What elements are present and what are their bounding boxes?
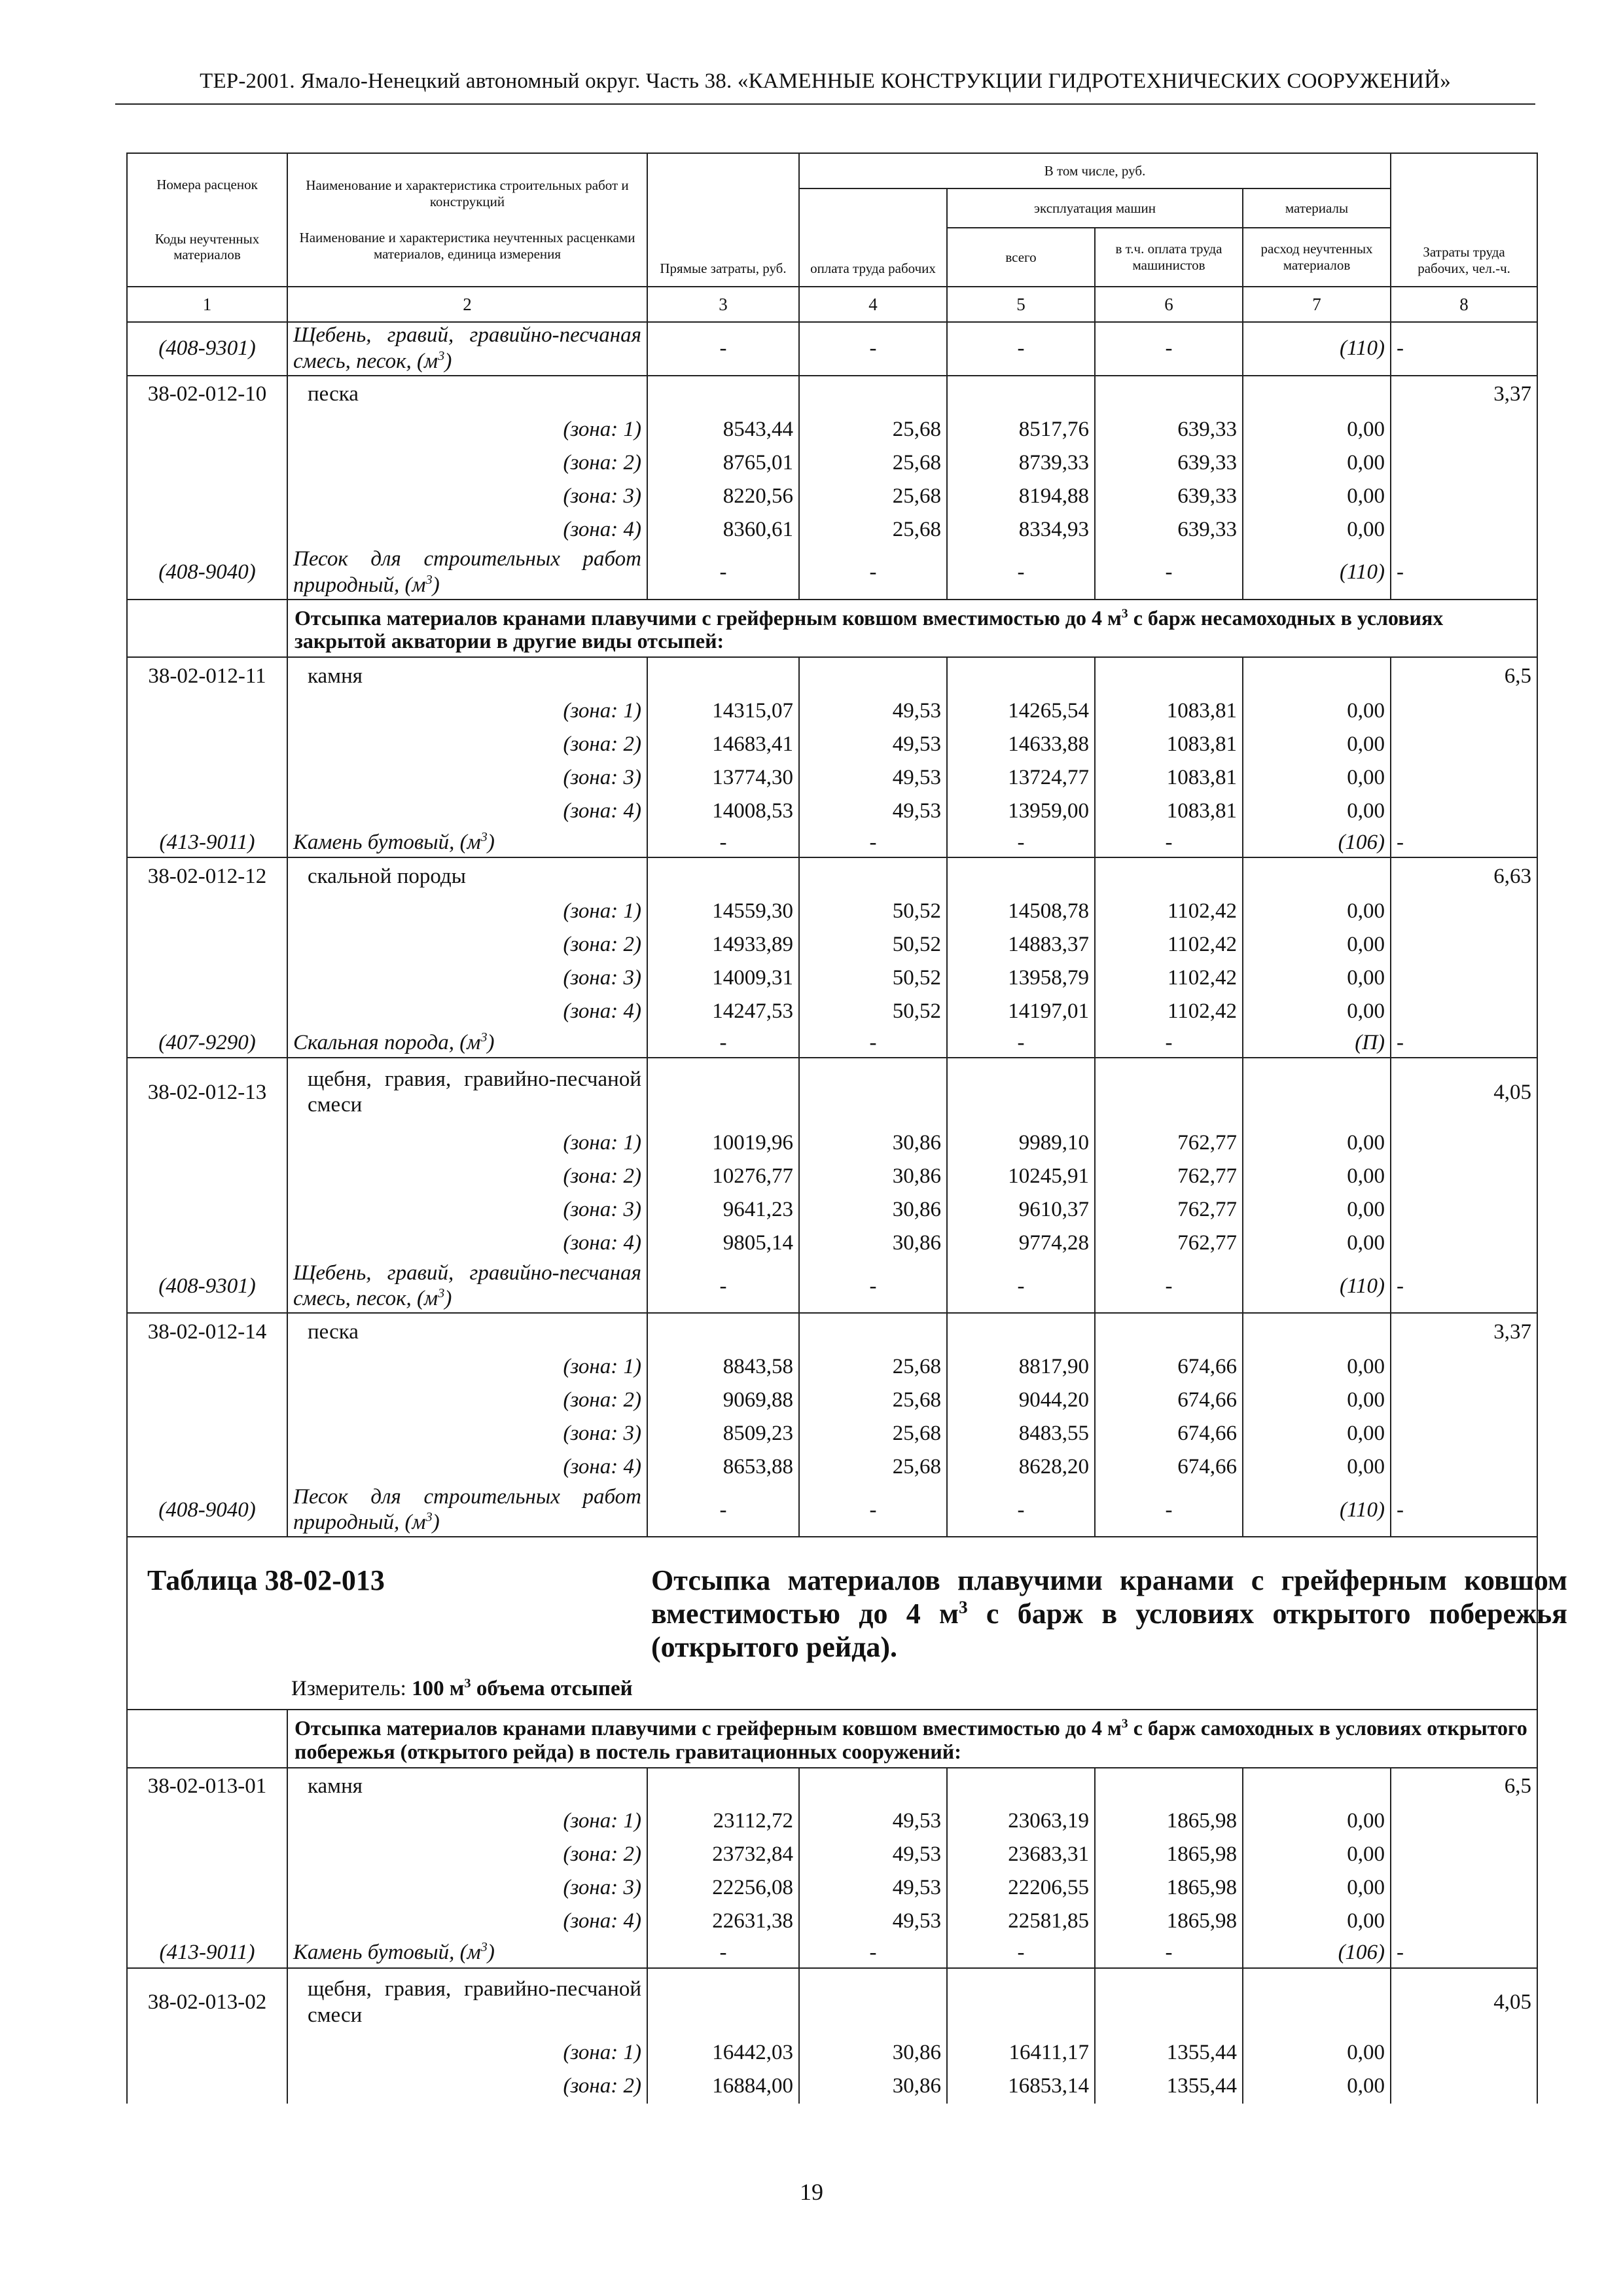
cost-value: 50,52 bbox=[799, 995, 947, 1028]
cost-value: 8220,56 bbox=[647, 480, 799, 513]
cost-value: 25,68 bbox=[799, 413, 947, 446]
cost-value: 674,66 bbox=[1095, 1350, 1243, 1384]
cost-value: 13958,79 bbox=[947, 961, 1095, 995]
zone-label: (зона: 3) bbox=[287, 480, 647, 513]
rate-name: щебня, гравия, гравийно-песчаной смеси bbox=[287, 1968, 647, 2037]
cost-value: 674,66 bbox=[1095, 1450, 1243, 1484]
cost-value: 25,68 bbox=[799, 1417, 947, 1450]
material-code: (408-9040) bbox=[127, 1484, 287, 1537]
rate-row bbox=[127, 1768, 1537, 1805]
material-qty: (106) bbox=[1243, 828, 1391, 857]
cost-value: 8360,61 bbox=[647, 513, 799, 547]
cost-value: 49,53 bbox=[799, 1872, 947, 1905]
measure-unit: Измеритель: 100 $м^3$ объема отсыпей bbox=[291, 1676, 633, 1701]
zone-row bbox=[127, 961, 1537, 995]
cost-value: 22206,55 bbox=[947, 1872, 1095, 1905]
zone-row bbox=[127, 928, 1537, 961]
labor-cost: 6,63 bbox=[1391, 857, 1537, 895]
cost-value: 1083,81 bbox=[1095, 795, 1243, 828]
cost-value: 639,33 bbox=[1095, 446, 1243, 480]
col-header-group: В том числе, руб. bbox=[799, 153, 1391, 188]
cost-value: 674,66 bbox=[1095, 1417, 1243, 1450]
section-heading-row bbox=[127, 600, 1537, 657]
rates-table-wrapper bbox=[126, 152, 1567, 2104]
cost-value: 23063,19 bbox=[947, 1805, 1095, 1839]
cost-value: 639,33 bbox=[1095, 480, 1243, 513]
col-header-machinists-wages: в т.ч. оплата труда машинистов bbox=[1095, 228, 1243, 287]
zone-row bbox=[127, 1227, 1537, 1260]
cost-value: 1083,81 bbox=[1095, 728, 1243, 761]
material-code: (407-9290) bbox=[127, 1028, 287, 1058]
material-row: (413-9011) Камень бутовый, $(м^3)$ - - - - (106) - bbox=[127, 828, 1537, 857]
rate-name: камня bbox=[287, 657, 647, 694]
cost-value: 49,53 bbox=[799, 795, 947, 828]
cost-value: 14559,30 bbox=[647, 895, 799, 928]
cost-value: 0,00 bbox=[1243, 728, 1391, 761]
cost-value: 23112,72 bbox=[647, 1805, 799, 1839]
cost-value: 1102,42 bbox=[1095, 895, 1243, 928]
cost-value: 8843,58 bbox=[647, 1350, 799, 1384]
cost-value: 23683,31 bbox=[947, 1839, 1095, 1872]
zone-row bbox=[127, 1839, 1537, 1872]
cost-value: 16884,00 bbox=[647, 2070, 799, 2104]
zone-label: (зона: 2) bbox=[287, 2070, 647, 2104]
cost-value: 1865,98 bbox=[1095, 1905, 1243, 1939]
cost-value: 13774,30 bbox=[647, 761, 799, 795]
zone-label: (зона: 4) bbox=[287, 513, 647, 547]
zone-label: (зона: 2) bbox=[287, 1839, 647, 1872]
cost-value: 9805,14 bbox=[647, 1227, 799, 1260]
material-code: (408-9040) bbox=[127, 547, 287, 600]
zone-label: (зона: 4) bbox=[287, 795, 647, 828]
cost-value: 30,86 bbox=[799, 2070, 947, 2104]
col-header-machines: эксплуатация машин bbox=[947, 188, 1243, 228]
labor-cost: 6,5 bbox=[1391, 657, 1537, 694]
zone-row bbox=[127, 446, 1537, 480]
material-code: (413-9011) bbox=[127, 828, 287, 857]
material-qty: (106) bbox=[1243, 1939, 1391, 1968]
zone-row bbox=[127, 795, 1537, 828]
cost-value: 50,52 bbox=[799, 895, 947, 928]
cost-value: 639,33 bbox=[1095, 513, 1243, 547]
cost-value: 1083,81 bbox=[1095, 694, 1243, 728]
cost-value: 25,68 bbox=[799, 446, 947, 480]
cost-value: 25,68 bbox=[799, 1450, 947, 1484]
cost-value: 0,00 bbox=[1243, 1417, 1391, 1450]
material-qty: (110) bbox=[1243, 547, 1391, 600]
material-code: (413-9011) bbox=[127, 1939, 287, 1968]
cost-value: 9989,10 bbox=[947, 1126, 1095, 1160]
cost-value: 9774,28 bbox=[947, 1227, 1095, 1260]
table-label: Таблица 38-02-013 bbox=[147, 1564, 385, 1597]
cost-value: 8628,20 bbox=[947, 1450, 1095, 1484]
col-header-direct-costs: Прямые затраты, руб. bbox=[647, 153, 799, 287]
rate-name: скальной породы bbox=[287, 857, 647, 895]
cost-value: 14247,53 bbox=[647, 995, 799, 1028]
zone-label: (зона: 1) bbox=[287, 694, 647, 728]
labor-cost: 6,5 bbox=[1391, 1768, 1537, 1805]
cost-value: 16853,14 bbox=[947, 2070, 1095, 2104]
col-header-material-consumption: расход неучтенных материалов bbox=[1243, 228, 1391, 287]
cost-value: 762,77 bbox=[1095, 1126, 1243, 1160]
zone-row bbox=[127, 1126, 1537, 1160]
zone-label: (зона: 1) bbox=[287, 1805, 647, 1839]
material-name: Песок для строительных работ природный, $(м^3)$ bbox=[287, 1484, 647, 1537]
running-header: ТЕР-2001. Ямало-Ненецкий автономный округ. Часть 38. «КАМЕННЫЕ КОНСТРУКЦИИ ГИДРОТЕХНИЧЕСКИХ СООРУЖЕНИЙ» bbox=[200, 69, 1451, 93]
cost-value: 0,00 bbox=[1243, 795, 1391, 828]
cost-value: 639,33 bbox=[1095, 413, 1243, 446]
cost-value: 8543,44 bbox=[647, 413, 799, 446]
zone-label: (зона: 3) bbox=[287, 1193, 647, 1227]
zone-label: (зона: 4) bbox=[287, 1450, 647, 1484]
zone-label: (зона: 2) bbox=[287, 728, 647, 761]
rate-row bbox=[127, 857, 1537, 895]
zone-row bbox=[127, 761, 1537, 795]
labor-cost: 3,37 bbox=[1391, 1313, 1537, 1350]
cost-value: 0,00 bbox=[1243, 2070, 1391, 2104]
cost-value: 8517,76 bbox=[947, 413, 1095, 446]
zone-label: (зона: 2) bbox=[287, 1160, 647, 1193]
zone-label: (зона: 3) bbox=[287, 761, 647, 795]
cost-value: 49,53 bbox=[799, 694, 947, 728]
labor-cost: 3,37 bbox=[1391, 376, 1537, 413]
cost-value: 1102,42 bbox=[1095, 995, 1243, 1028]
zone-label: (зона: 3) bbox=[287, 961, 647, 995]
zone-row bbox=[127, 995, 1537, 1028]
cost-value: 1355,44 bbox=[1095, 2070, 1243, 2104]
zone-row bbox=[127, 480, 1537, 513]
cost-value: 0,00 bbox=[1243, 413, 1391, 446]
material-qty: (П) bbox=[1243, 1028, 1391, 1058]
cost-value: 49,53 bbox=[799, 1905, 947, 1939]
material-row: (408-9040) Песок для строительных работ природный, $(м^3)$ - - - - (110) - bbox=[127, 1484, 1537, 1537]
labor-cost: 4,05 bbox=[1391, 1058, 1537, 1126]
rate-row bbox=[127, 1968, 1537, 2037]
cost-value: 8653,88 bbox=[647, 1450, 799, 1484]
zone-row bbox=[127, 413, 1537, 446]
cost-value: 30,86 bbox=[799, 1193, 947, 1227]
rate-row bbox=[127, 657, 1537, 694]
cost-value: 14008,53 bbox=[647, 795, 799, 828]
material-name: Скальная порода, $(м^3)$ bbox=[287, 1028, 647, 1058]
cost-value: 0,00 bbox=[1243, 1872, 1391, 1905]
cost-value: 8509,23 bbox=[647, 1417, 799, 1450]
col-header-materials: материалы bbox=[1243, 188, 1391, 228]
zone-label: (зона: 1) bbox=[287, 413, 647, 446]
cost-value: 8765,01 bbox=[647, 446, 799, 480]
zone-row bbox=[127, 513, 1537, 547]
zone-label: (зона: 1) bbox=[287, 895, 647, 928]
material-row: (407-9290) Скальная порода, $(м^3)$ - - - - (П) - bbox=[127, 1028, 1537, 1058]
cost-value: 16411,17 bbox=[947, 2037, 1095, 2070]
cost-value: 8739,33 bbox=[947, 446, 1095, 480]
zone-label: (зона: 3) bbox=[287, 1417, 647, 1450]
cost-value: 30,86 bbox=[799, 1126, 947, 1160]
cost-value: 0,00 bbox=[1243, 1126, 1391, 1160]
material-name: Песок для строительных работ природный, $(м^3)$ bbox=[287, 547, 647, 600]
zone-row bbox=[127, 1805, 1537, 1839]
cost-value: 0,00 bbox=[1243, 1350, 1391, 1384]
cost-value: 16442,03 bbox=[647, 2037, 799, 2070]
cost-value: 0,00 bbox=[1243, 1160, 1391, 1193]
cost-value: 49,53 bbox=[799, 1805, 947, 1839]
zone-row bbox=[127, 728, 1537, 761]
material-qty: (110) bbox=[1243, 1484, 1391, 1537]
material-row: (408-9301) Щебень, гравий, гравийно-песчаная смесь, песок, $(м^3)$ - - - - (110) - bbox=[127, 1260, 1537, 1313]
material-qty: (110) bbox=[1243, 1260, 1391, 1313]
cost-value: 1083,81 bbox=[1095, 761, 1243, 795]
cost-value: 22631,38 bbox=[647, 1905, 799, 1939]
rate-code: 38-02-013-01 bbox=[127, 1768, 287, 1805]
zone-label: (зона: 1) bbox=[287, 1126, 647, 1160]
cost-value: 30,86 bbox=[799, 2037, 947, 2070]
cost-value: 1102,42 bbox=[1095, 928, 1243, 961]
zone-label: (зона: 2) bbox=[287, 928, 647, 961]
zone-label: (зона: 1) bbox=[287, 2037, 647, 2070]
cost-value: 49,53 bbox=[799, 728, 947, 761]
zone-label: (зона: 4) bbox=[287, 1905, 647, 1939]
cost-value: 674,66 bbox=[1095, 1384, 1243, 1417]
cost-value: 0,00 bbox=[1243, 1227, 1391, 1260]
cost-value: 10245,91 bbox=[947, 1160, 1095, 1193]
col-header-machines-total: всего bbox=[947, 228, 1095, 287]
col-header-labor: Затраты труда рабочих, чел.-ч. bbox=[1391, 153, 1537, 287]
rate-code: 38-02-012-10 bbox=[127, 376, 287, 413]
cost-value: 23732,84 bbox=[647, 1839, 799, 1872]
zone-row bbox=[127, 1450, 1537, 1484]
cost-value: 14197,01 bbox=[947, 995, 1095, 1028]
rates-table bbox=[126, 152, 1567, 2104]
cost-value: 22256,08 bbox=[647, 1872, 799, 1905]
zone-label: (зона: 3) bbox=[287, 1872, 647, 1905]
cost-value: 0,00 bbox=[1243, 895, 1391, 928]
cost-value: 0,00 bbox=[1243, 513, 1391, 547]
cost-value: 49,53 bbox=[799, 1839, 947, 1872]
rate-row bbox=[127, 1313, 1537, 1350]
rate-code: 38-02-012-12 bbox=[127, 857, 287, 895]
cost-value: 1865,98 bbox=[1095, 1872, 1243, 1905]
cost-value: 14683,41 bbox=[647, 728, 799, 761]
cost-value: 0,00 bbox=[1243, 995, 1391, 1028]
cost-value: 14508,78 bbox=[947, 895, 1095, 928]
zone-label: (зона: 1) bbox=[287, 1350, 647, 1384]
rate-name: камня bbox=[287, 1768, 647, 1805]
cost-value: 14933,89 bbox=[647, 928, 799, 961]
cost-value: 9044,20 bbox=[947, 1384, 1095, 1417]
zone-row bbox=[127, 1160, 1537, 1193]
labor-cost: 4,05 bbox=[1391, 1968, 1537, 2037]
cost-value: 25,68 bbox=[799, 513, 947, 547]
cost-value: 0,00 bbox=[1243, 446, 1391, 480]
section-heading: Отсыпка материалов кранами плавучими с грейферным ковшом вместимостью до 4 $м^3$ с барж несамоходных в условиях закрытой акватории в другие виды отсыпей: bbox=[287, 600, 1537, 657]
zone-label: (зона: 2) bbox=[287, 1384, 647, 1417]
rate-name: песка bbox=[287, 376, 647, 413]
material-row: (408-9301) Щебень, гравий, гравийно-песчаная смесь, песок, $(м^3)$ - - - - (110) - bbox=[127, 322, 1537, 376]
rate-row bbox=[127, 1058, 1537, 1126]
zone-row bbox=[127, 1384, 1537, 1417]
cost-value: 1865,98 bbox=[1095, 1805, 1243, 1839]
section-heading: Отсыпка материалов кранами плавучими с грейферным ковшом вместимостью до 4 $м^3$ с барж самоходных в условиях открытого побережья (открытого рейда) в постель гравитационных сооружений: bbox=[287, 1710, 1537, 1767]
material-row: (408-9040) Песок для строительных работ природный, $(м^3)$ - - - - (110) - bbox=[127, 547, 1537, 600]
page-number: 19 bbox=[800, 2179, 823, 2205]
cost-value: 0,00 bbox=[1243, 1450, 1391, 1484]
rate-code: 38-02-012-14 bbox=[127, 1313, 287, 1350]
cost-value: 9641,23 bbox=[647, 1193, 799, 1227]
cost-value: 8483,55 bbox=[947, 1417, 1095, 1450]
cost-value: 0,00 bbox=[1243, 2037, 1391, 2070]
cost-value: 0,00 bbox=[1243, 1193, 1391, 1227]
cost-value: 14883,37 bbox=[947, 928, 1095, 961]
cost-value: 0,00 bbox=[1243, 1839, 1391, 1872]
col-header-wages: оплата труда рабочих bbox=[799, 188, 947, 287]
cost-value: 13724,77 bbox=[947, 761, 1095, 795]
col-header-names: Наименование и характеристика строительных работ и конструкций Наименование и характеристика неучтенных расценками материалов, единица измерения bbox=[287, 153, 647, 287]
cost-value: 8334,93 bbox=[947, 513, 1095, 547]
cost-value: 0,00 bbox=[1243, 1905, 1391, 1939]
table-title: Отсыпка материалов плавучими кранами с грейферным ковшом вместимостью до 4 $м^3$ с барж в условиях открытого побережья (открытого рейда). bbox=[651, 1564, 1567, 1664]
cost-value: 1102,42 bbox=[1095, 961, 1243, 995]
cost-value: 8817,90 bbox=[947, 1350, 1095, 1384]
cost-value: 30,86 bbox=[799, 1227, 947, 1260]
header-rule bbox=[115, 103, 1535, 105]
cost-value: 50,52 bbox=[799, 928, 947, 961]
cost-value: 13959,00 bbox=[947, 795, 1095, 828]
rate-code: 38-02-012-11 bbox=[127, 657, 287, 694]
zone-row bbox=[127, 1350, 1537, 1384]
zone-row bbox=[127, 2070, 1537, 2104]
material-name: Камень бутовый, $(м^3)$ bbox=[287, 1939, 647, 1968]
cost-value: 0,00 bbox=[1243, 480, 1391, 513]
zone-row bbox=[127, 1417, 1537, 1450]
cost-value: 0,00 bbox=[1243, 961, 1391, 995]
rate-name: песка bbox=[287, 1313, 647, 1350]
cost-value: 10276,77 bbox=[647, 1160, 799, 1193]
zone-label: (зона: 4) bbox=[287, 995, 647, 1028]
zone-row bbox=[127, 694, 1537, 728]
rate-name: щебня, гравия, гравийно-песчаной смеси bbox=[287, 1058, 647, 1126]
zone-row bbox=[127, 1193, 1537, 1227]
cost-value: 14265,54 bbox=[947, 694, 1095, 728]
cost-value: 50,52 bbox=[799, 961, 947, 995]
zone-row bbox=[127, 2037, 1537, 2070]
material-code: (408-9301) bbox=[127, 1260, 287, 1313]
cost-value: 0,00 bbox=[1243, 694, 1391, 728]
cost-value: 0,00 bbox=[1243, 1384, 1391, 1417]
material-name: Щебень, гравий, гравийно-песчаная смесь, песок, $(м^3)$ bbox=[287, 1260, 647, 1313]
cost-value: 14315,07 bbox=[647, 694, 799, 728]
zone-row bbox=[127, 1905, 1537, 1939]
material-row: (413-9011) Камень бутовый, $(м^3)$ - - - - (106) - bbox=[127, 1939, 1537, 1968]
cost-value: 22581,85 bbox=[947, 1905, 1095, 1939]
cost-value: 1355,44 bbox=[1095, 2037, 1243, 2070]
col-header-codes: Номера расценок Коды неучтенных материалов bbox=[127, 153, 287, 287]
rate-code: 38-02-013-02 bbox=[127, 1968, 287, 2037]
cost-value: 25,68 bbox=[799, 480, 947, 513]
cost-value: 762,77 bbox=[1095, 1193, 1243, 1227]
cost-value: 25,68 bbox=[799, 1384, 947, 1417]
cost-value: 9069,88 bbox=[647, 1384, 799, 1417]
table-title-row bbox=[127, 1537, 1537, 1710]
column-numbers-row: 1 2 3 4 5 6 7 8 bbox=[127, 287, 1537, 322]
cost-value: 1865,98 bbox=[1095, 1839, 1243, 1872]
cost-value: 0,00 bbox=[1243, 761, 1391, 795]
zone-row bbox=[127, 1872, 1537, 1905]
cost-value: 30,86 bbox=[799, 1160, 947, 1193]
zone-label: (зона: 4) bbox=[287, 1227, 647, 1260]
cost-value: 14009,31 bbox=[647, 961, 799, 995]
cost-value: 9610,37 bbox=[947, 1193, 1095, 1227]
section-heading-row bbox=[127, 1710, 1537, 1767]
cost-value: 14633,88 bbox=[947, 728, 1095, 761]
zone-label: (зона: 2) bbox=[287, 446, 647, 480]
cost-value: 0,00 bbox=[1243, 928, 1391, 961]
cost-value: 10019,96 bbox=[647, 1126, 799, 1160]
cost-value: 762,77 bbox=[1095, 1227, 1243, 1260]
rate-row bbox=[127, 376, 1537, 413]
cost-value: 49,53 bbox=[799, 761, 947, 795]
cost-value: 8194,88 bbox=[947, 480, 1095, 513]
rate-code: 38-02-012-13 bbox=[127, 1058, 287, 1126]
zone-row bbox=[127, 895, 1537, 928]
material-name: Камень бутовый, $(м^3)$ bbox=[287, 828, 647, 857]
cost-value: 0,00 bbox=[1243, 1805, 1391, 1839]
cost-value: 25,68 bbox=[799, 1350, 947, 1384]
cost-value: 762,77 bbox=[1095, 1160, 1243, 1193]
